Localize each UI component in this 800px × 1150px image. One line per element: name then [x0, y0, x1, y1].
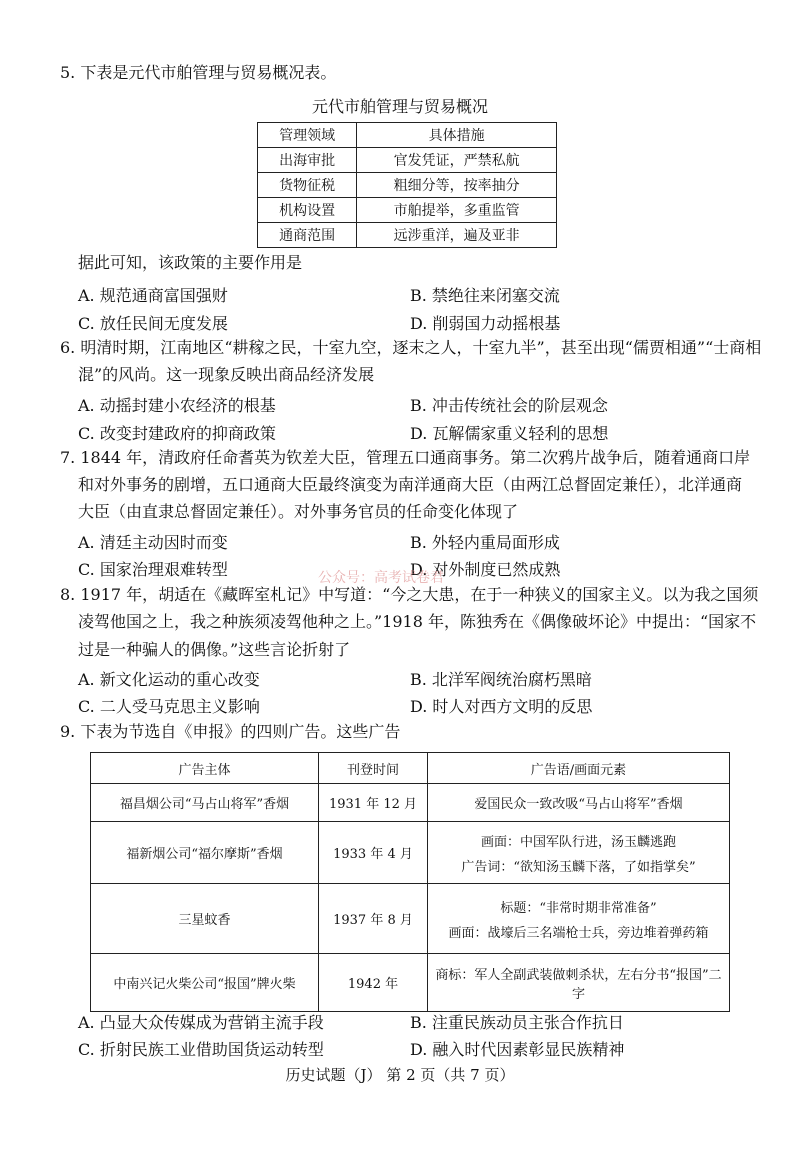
table-cell	[428, 884, 730, 954]
q9-table	[90, 752, 730, 1012]
table-cell-line: 标题：“非常时期非常准备”	[500, 900, 657, 916]
q9-option-c: C. 折射民族工业借助国货运动转型	[78, 1040, 324, 1059]
q6-option-b: B. 冲击传统社会的阶层观念	[410, 396, 608, 415]
q8-stem-line1: 8. 1917 年，胡适在《藏晖室札记》中写道：“今之大患，在于一种狭义的国家主义。以为我之国须	[60, 585, 759, 604]
table-cell: 福昌烟公司“马占山将军”香烟	[91, 784, 319, 822]
table-cell: 1933 年 4 月	[319, 822, 428, 884]
q8-option-c: C. 二人受马克思主义影响	[78, 697, 260, 716]
table-cell: 远涉重洋，遍及亚非	[357, 223, 557, 248]
table-cell: 三星蚊香	[91, 884, 319, 954]
table-header: 具体措施	[357, 123, 557, 148]
table-cell: 货物征税	[258, 173, 357, 198]
q8-option-a: A. 新文化运动的重心改变	[78, 670, 260, 689]
q5-option-b: B. 禁绝往来闭塞交流	[410, 286, 560, 305]
table-row	[91, 822, 730, 884]
page-footer: 历史试题（J） 第 2 页（共 7 页）	[285, 1066, 515, 1084]
q8-stem-line2: 凌驾他国之上，我之种族须凌驾他种之上。”1918 年，陈独秀在《偶像破坏论》中提出：“国家不	[78, 612, 757, 631]
table-cell: 机构设置	[258, 198, 357, 223]
q7-option-a: A. 清廷主动因时而变	[78, 533, 228, 552]
q6-stem-line2: 混”的风尚。这一现象反映出商品经济发展	[78, 365, 375, 384]
q5-option-d: D. 削弱国力动摇根基	[410, 314, 561, 333]
q8-option-b: B. 北洋军阀统治腐朽黑暗	[410, 670, 592, 689]
table-header: 广告主体	[91, 753, 319, 784]
q7-stem-line3: 大臣（由直隶总督固定兼任）。对外事务官员的任命变化体现了	[78, 502, 519, 521]
table-row	[258, 173, 557, 198]
q7-option-c: C. 国家治理艰难转型	[78, 560, 228, 579]
q9-option-d: D. 融入时代因素彰显民族精神	[410, 1040, 625, 1059]
table-cell: 官发凭证，严禁私航	[357, 148, 557, 173]
table-cell: 通商范围	[258, 223, 357, 248]
q8-option-d: D. 时人对西方文明的反思	[410, 697, 593, 716]
table-header-row	[91, 753, 730, 784]
q7-option-d: D. 对外制度已然成熟	[410, 560, 561, 579]
q7-option-b: B. 外轻内重局面形成	[410, 533, 560, 552]
q5-question: 据此可知，该政策的主要作用是	[78, 253, 303, 272]
table-row	[91, 784, 730, 822]
table-row	[91, 884, 730, 954]
table-cell: 1931 年 12 月	[319, 784, 428, 822]
table-cell: 福新烟公司“福尔摩斯”香烟	[91, 822, 319, 884]
table-cell: 1942 年	[319, 954, 428, 1012]
table-cell-line: 画面：中国军队行进，汤玉麟逃跑	[480, 834, 676, 850]
table-header: 管理领域	[258, 123, 357, 148]
q6-option-d: D. 瓦解儒家重义轻利的思想	[410, 424, 609, 443]
table-header: 刊登时间	[319, 753, 428, 784]
q7-stem-line1: 7. 1844 年，清政府任命耆英为钦差大臣，管理五口通商事务。第二次鸦片战争后，随着通商口岸	[60, 448, 751, 467]
table-cell: 中南兴记火柴公司“报国”牌火柴	[91, 954, 319, 1012]
table-cell-line: 画面：战壕后三名端枪士兵，旁边堆着弹药箱	[448, 925, 709, 941]
table-row	[91, 954, 730, 1012]
q5-stem: 5. 下表是元代市舶管理与贸易概况表。	[60, 63, 337, 82]
table-header-row	[258, 123, 557, 148]
q6-option-c: C. 改变封建政府的抑商政策	[78, 424, 276, 443]
q5-option-a: A. 规范通商富国强财	[78, 286, 228, 305]
table-cell: 1937 年 8 月	[319, 884, 428, 954]
q9-option-a: A. 凸显大众传媒成为营销主流手段	[78, 1013, 324, 1032]
q5-table-title: 元代市舶管理与贸易概况	[311, 97, 488, 116]
table-row	[258, 223, 557, 248]
q8-stem-line3: 过是一种骗人的偶像。”这些言论折射了	[78, 640, 351, 659]
table-row	[258, 148, 557, 173]
watermark: 公众号：高考试卷君	[318, 570, 444, 586]
table-row	[258, 198, 557, 223]
table-cell: 商标：军人全副武装做刺杀状，左右分书“报国”二字	[428, 954, 730, 1012]
table-cell: 粗细分等，按率抽分	[357, 173, 557, 198]
table-cell: 爱国民众一致改吸“马占山将军”香烟	[428, 784, 730, 822]
q5-option-c: C. 放任民间无度发展	[78, 314, 228, 333]
table-cell	[428, 822, 730, 884]
q6-stem-line1: 6. 明清时期，江南地区“耕稼之民，十室九空，逐末之人，十室九半”，甚至出现“儒贾相通”“士商相	[60, 338, 762, 357]
q9-stem: 9. 下表为节选自《申报》的四则广告。这些广告	[60, 722, 401, 741]
table-cell-line: 广告词：“欲知汤玉麟下落，了如指掌矣”	[461, 859, 696, 875]
table-cell: 出海审批	[258, 148, 357, 173]
q6-option-a: A. 动摇封建小农经济的根基	[78, 396, 276, 415]
q7-stem-line2: 和对外事务的剧增，五口通商大臣最终演变为南洋通商大臣（由两江总督固定兼任），北洋通商	[78, 475, 743, 494]
table-header: 广告语/画面元素	[428, 753, 730, 784]
q9-option-b: B. 注重民族动员主张合作抗日	[410, 1013, 624, 1032]
table-cell: 市舶提举，多重监管	[357, 198, 557, 223]
q5-table	[257, 122, 557, 248]
